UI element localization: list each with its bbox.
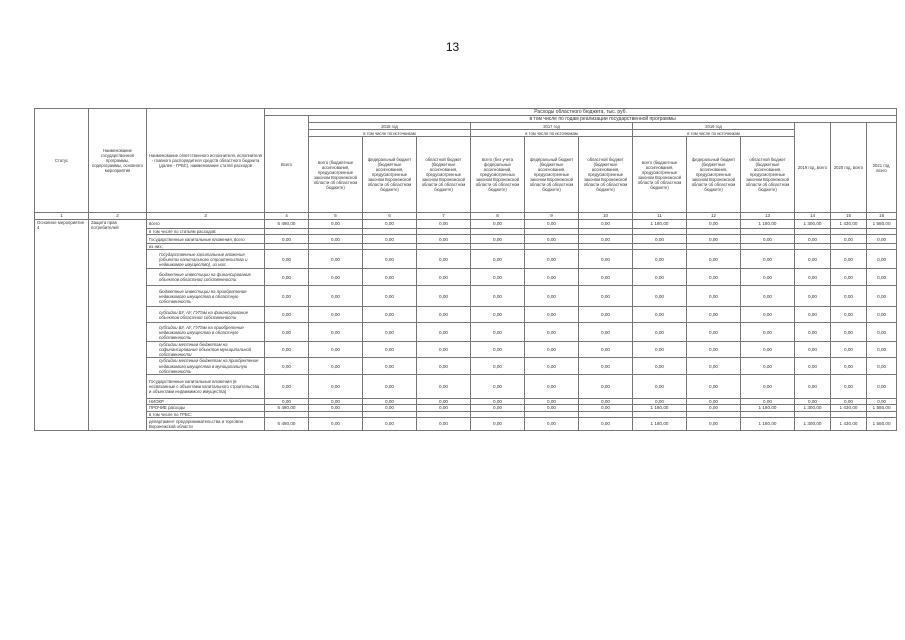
- value-cell-col-16: 1 580,00: [867, 220, 897, 229]
- value-cell-col-12: 0,00: [687, 323, 741, 342]
- value-cell-col-12: 0,00: [687, 398, 741, 404]
- column-index-1: 1: [35, 213, 89, 220]
- value-cell-col-16: 1 580,00: [867, 404, 897, 411]
- value-cell-col-16: 0,00: [867, 307, 897, 323]
- column-index-11: 11: [633, 213, 687, 220]
- value-cell-col-5: 0,00: [309, 417, 363, 430]
- header-by-years: в том числе по годам реализации государственной программы: [309, 116, 897, 123]
- table-body: [35, 220, 897, 431]
- value-cell-col-5: 0,00: [309, 323, 363, 342]
- value-cell-col-9: 0,00: [525, 220, 579, 229]
- value-cell-col-5: 0,00: [309, 286, 363, 307]
- header-col-2019: 2019 год, всего: [795, 123, 831, 213]
- value-cell-col-4: 0,00: [265, 374, 309, 398]
- table-row: [35, 404, 897, 411]
- value-cell-col-9: 0,00: [525, 269, 579, 286]
- value-cell-col-7: 0,00: [417, 342, 471, 358]
- value-cell-col-8: 0,00: [471, 323, 525, 342]
- value-cell-col-4: 0,00: [265, 286, 309, 307]
- value-cell-col-12: 0,00: [687, 417, 741, 430]
- value-cell-col-11: 0,00: [633, 235, 687, 244]
- value-cell-col-10: 0,00: [579, 220, 633, 229]
- value-cell-col-13: 1 180,00: [741, 404, 795, 411]
- value-cell-col-14: 1 300,00: [795, 220, 831, 229]
- value-cell-col-7: 0,00: [417, 374, 471, 398]
- value-cell-col-6: 0,00: [363, 358, 417, 374]
- value-cell-col-8: 0,00: [471, 250, 525, 269]
- row-label: в том числе по ГРБС:: [147, 411, 265, 417]
- value-cell-col-12: 0,00: [687, 250, 741, 269]
- header-year-2019: 2019 год: [633, 123, 795, 130]
- value-cell-col-7: 0,00: [417, 323, 471, 342]
- value-cell-col-11: 1 180,00: [633, 220, 687, 229]
- value-cell-col-15: 0,00: [831, 307, 867, 323]
- table-row: [35, 286, 897, 307]
- value-cell-col-10: 0,00: [579, 307, 633, 323]
- value-cell-col-12: 0,00: [687, 286, 741, 307]
- header-expenses: Расходы областного бюджета, тыс. руб.: [265, 109, 897, 116]
- row-label: бюджетные инвестиции на финансирование объектов областной собственности: [147, 269, 265, 286]
- value-cell-col-6: 0,00: [363, 307, 417, 323]
- value-cell-col-8: 0,00: [471, 358, 525, 374]
- value-cell-col-15: 0,00: [831, 250, 867, 269]
- value-cell-col-8: 0,00: [471, 398, 525, 404]
- value-cell-col-14: 1 300,00: [795, 404, 831, 411]
- header-col-regional-3: областной бюджет (бюджетные ассигнования, предусмотренные законом Воронежской области об областном бюджете): [741, 137, 795, 213]
- value-cell-col-12: 0,00: [687, 235, 741, 244]
- header-sources-2: в том числе по источникам: [471, 130, 633, 137]
- value-cell-col-7: 0,00: [417, 269, 471, 286]
- value-cell-col-12: 0,00: [687, 220, 741, 229]
- header-col-federal-3: федеральный бюджет (бюджетные ассигнования, предусмотренные законом Воронежской области об областном бюджете): [687, 137, 741, 213]
- header-year-2018: 2018 год: [309, 123, 471, 130]
- value-cell-col-11: 0,00: [633, 342, 687, 358]
- row-label: в том числе по статьям расходов:: [147, 229, 265, 235]
- value-cell-col-8: 0,00: [471, 269, 525, 286]
- header-col-federal-2: федеральный бюджет (бюджетные ассигнования, предусмотренные законом Воронежской области об областном бюджете): [525, 137, 579, 213]
- value-cell-col-10: 0,00: [579, 374, 633, 398]
- value-cell-col-13: 1 180,00: [741, 220, 795, 229]
- value-cell-col-9: 0,00: [525, 417, 579, 430]
- value-cell-col-4: 0,00: [265, 235, 309, 244]
- column-index-8: 8: [471, 213, 525, 220]
- header-col-total-1: всего (бюджетные ассигнования, предусмотренные законом Воронежской области об областном бюджете): [309, 137, 363, 213]
- column-index-12: 12: [687, 213, 741, 220]
- row-program: Защита прав потребителей: [89, 220, 147, 431]
- value-cell-col-9: 0,00: [525, 250, 579, 269]
- value-cell-col-16: 0,00: [867, 398, 897, 404]
- value-cell-col-7: 0,00: [417, 358, 471, 374]
- value-cell-col-4: 0,00: [265, 323, 309, 342]
- value-cell-col-5: 0,00: [309, 374, 363, 398]
- value-cell-col-10: 0,00: [579, 269, 633, 286]
- value-cell-col-13: 0,00: [741, 286, 795, 307]
- row-label: субсидии местным бюджетам на софинансирование объектов муниципальной собственности: [147, 342, 265, 358]
- header-program: Наименование государственной программы, подпрограммы, основного мероприятия: [89, 109, 147, 213]
- value-cell-col-7: 0,00: [417, 417, 471, 430]
- value-cell-col-11: 0,00: [633, 250, 687, 269]
- value-cell-col-14: 0,00: [795, 269, 831, 286]
- header-col-2020: 2020 год, всего: [831, 123, 867, 213]
- value-cell-col-15: 0,00: [831, 342, 867, 358]
- value-cell-col-8: 0,00: [471, 374, 525, 398]
- header-status: Статус: [35, 109, 89, 213]
- header-executor: Наименование ответственного исполнителя, исполнителя - главного распорядителя средств областного бюджета (далее - ГРБС), наименование статей расходов: [147, 109, 265, 213]
- value-cell-col-14: 0,00: [795, 342, 831, 358]
- row-label: всего: [147, 220, 265, 229]
- value-cell-col-15: 0,00: [831, 235, 867, 244]
- value-cell-col-16: 0,00: [867, 374, 897, 398]
- value-cell-col-5: 0,00: [309, 235, 363, 244]
- index-row: [35, 213, 897, 220]
- value-cell-col-14: 0,00: [795, 307, 831, 323]
- value-cell-col-4: 0,00: [265, 358, 309, 374]
- row-label: субсидии местным бюджетам на приобретение недвижимого имущества в муниципальную собственность: [147, 358, 265, 374]
- value-cell-col-14: 0,00: [795, 235, 831, 244]
- value-cell-col-6: 0,00: [363, 269, 417, 286]
- value-cell-col-9: 0,00: [525, 307, 579, 323]
- row-label: Государственные капитальные вложения (объекты капитального строительства и недвижимое имущество), из них:: [147, 250, 265, 269]
- value-cell-col-5: 0,00: [309, 220, 363, 229]
- column-index-5: 5: [309, 213, 363, 220]
- value-cell-col-5: 0,00: [309, 358, 363, 374]
- value-cell-col-14: 0,00: [795, 398, 831, 404]
- value-cell-col-6: 0,00: [363, 374, 417, 398]
- value-cell-col-10: 0,00: [579, 404, 633, 411]
- value-cell-col-13: 0,00: [741, 323, 795, 342]
- value-cell-col-4: 0,00: [265, 307, 309, 323]
- column-index-13: 13: [741, 213, 795, 220]
- value-cell-col-6: 0,00: [363, 220, 417, 229]
- value-cell-col-13: 0,00: [741, 358, 795, 374]
- header-col-regional-1: областной бюджет (бюджетные ассигнования, предусмотренные законом Воронежской области об областном бюджете): [417, 137, 471, 213]
- column-index-7: 7: [417, 213, 471, 220]
- value-cell-col-16: 0,00: [867, 235, 897, 244]
- header-total: Всего: [265, 116, 309, 213]
- value-cell-col-7: 0,00: [417, 220, 471, 229]
- value-cell-col-11: 0,00: [633, 269, 687, 286]
- value-cell-col-11: 0,00: [633, 374, 687, 398]
- value-cell-col-8: 0,00: [471, 417, 525, 430]
- value-cell-col-9: 0,00: [525, 286, 579, 307]
- value-cell-col-10: 0,00: [579, 398, 633, 404]
- value-cell-col-10: 0,00: [579, 286, 633, 307]
- page-number: 13: [445, 40, 460, 54]
- table-row: [35, 250, 897, 269]
- value-cell-col-10: 0,00: [579, 323, 633, 342]
- column-index-9: 9: [525, 213, 579, 220]
- row-label: субсидии БУ, АУ, ГУПам на финансирование объектов областной собственности: [147, 307, 265, 323]
- value-cell-col-12: 0,00: [687, 342, 741, 358]
- value-cell-col-7: 0,00: [417, 398, 471, 404]
- value-cell-col-8: 0,00: [471, 307, 525, 323]
- value-cell-col-8: 0,00: [471, 342, 525, 358]
- value-cell-col-13: 0,00: [741, 374, 795, 398]
- value-cell-col-7: 0,00: [417, 250, 471, 269]
- value-cell-col-8: 0,00: [471, 404, 525, 411]
- header-col-total-3: всего (бюджетные ассигнования, предусмотренные законом Воронежской области об областном бюджете): [633, 137, 687, 213]
- value-cell-col-6: 0,00: [363, 286, 417, 307]
- value-cell-col-5: 0,00: [309, 269, 363, 286]
- value-cell-col-10: 0,00: [579, 235, 633, 244]
- row-label: Государственные капитальные вложения, всего: [147, 235, 265, 244]
- header-year-2017: 2017 год: [471, 123, 633, 130]
- value-cell-col-11: 1 180,00: [633, 404, 687, 411]
- value-cell-col-5: 0,00: [309, 342, 363, 358]
- row-status: Основное мероприятие 4: [35, 220, 89, 431]
- header-sources-3: в том числе по источникам: [633, 130, 795, 137]
- value-cell-col-5: 0,00: [309, 398, 363, 404]
- column-index-6: 6: [363, 213, 417, 220]
- value-cell-col-15: 0,00: [831, 286, 867, 307]
- column-index-15: 15: [831, 213, 867, 220]
- value-cell-col-10: 0,00: [579, 250, 633, 269]
- value-cell-col-10: 0,00: [579, 342, 633, 358]
- value-cell-col-11: 0,00: [633, 323, 687, 342]
- value-cell-col-10: 0,00: [579, 358, 633, 374]
- header-col-total-2: всего (без учета федеральных ассигнований, предусмотренных законом Воронежской области об областном бюджете): [471, 137, 525, 213]
- value-cell-col-13: 0,00: [741, 307, 795, 323]
- value-cell-col-7: 0,00: [417, 307, 471, 323]
- value-cell-col-16: 0,00: [867, 358, 897, 374]
- value-cell-col-4: 5 490,00: [265, 220, 309, 229]
- value-cell-col-11: 1 180,00: [633, 417, 687, 430]
- value-cell-col-7: 0,00: [417, 404, 471, 411]
- value-cell-col-15: 0,00: [831, 269, 867, 286]
- header-sources-1: в том числе по источникам: [309, 130, 471, 137]
- value-cell-col-15: 0,00: [831, 358, 867, 374]
- value-cell-col-6: 0,00: [363, 417, 417, 430]
- value-cell-col-10: 0,00: [579, 417, 633, 430]
- value-cell-col-14: 0,00: [795, 250, 831, 269]
- value-cell-col-7: 0,00: [417, 286, 471, 307]
- value-cell-col-11: 0,00: [633, 307, 687, 323]
- value-cell-col-16: 0,00: [867, 286, 897, 307]
- table-row: [35, 374, 897, 398]
- column-index-16: 16: [867, 213, 897, 220]
- value-cell-col-15: 0,00: [831, 398, 867, 404]
- value-cell-col-4: 5 490,00: [265, 404, 309, 411]
- value-cell-col-6: 0,00: [363, 250, 417, 269]
- value-cell-col-12: 0,00: [687, 374, 741, 398]
- value-cell-col-6: 0,00: [363, 342, 417, 358]
- value-cell-col-16: 0,00: [867, 269, 897, 286]
- value-cell-col-12: 0,00: [687, 404, 741, 411]
- value-cell-col-16: 1 580,00: [867, 417, 897, 430]
- value-cell-col-8: 0,00: [471, 220, 525, 229]
- value-cell-col-4: 0,00: [265, 342, 309, 358]
- row-label: департамент предпринимательства и торговли Воронежской области: [147, 417, 265, 430]
- value-cell-col-4: 0,00: [265, 398, 309, 404]
- header-col-federal-1: федеральный бюджет (бюджетные ассигнования, предусмотренные законом Воронежской области об областном бюджете): [363, 137, 417, 213]
- value-cell-col-4: 0,00: [265, 250, 309, 269]
- row-label: субсидии БУ, АУ, ГУПам на приобретение недвижимого имущества в областную собственность: [147, 323, 265, 342]
- table-row: [35, 342, 897, 358]
- row-label: бюджетные инвестиции на приобретение недвижимого имущества в областную собственность: [147, 286, 265, 307]
- value-cell-col-14: 0,00: [795, 358, 831, 374]
- column-index-10: 10: [579, 213, 633, 220]
- value-cell-col-13: 0,00: [741, 342, 795, 358]
- value-cell-col-5: 0,00: [309, 250, 363, 269]
- value-cell-col-16: 0,00: [867, 250, 897, 269]
- value-cell-col-9: 0,00: [525, 374, 579, 398]
- value-cell-col-6: 0,00: [363, 398, 417, 404]
- value-cell-col-15: 1 430,00: [831, 417, 867, 430]
- column-index-4: 4: [265, 213, 309, 220]
- value-cell-col-15: 1 430,00: [831, 404, 867, 411]
- table-row: [35, 269, 897, 286]
- column-index-14: 14: [795, 213, 831, 220]
- header-col-regional-2: областной бюджет (бюджетные ассигнования, предусмотренные законом Воронежской области об областном бюджете): [579, 137, 633, 213]
- value-cell-col-13: 0,00: [741, 398, 795, 404]
- value-cell-col-13: 1 180,00: [741, 417, 795, 430]
- value-cell-col-14: 0,00: [795, 374, 831, 398]
- value-cell-col-9: 0,00: [525, 358, 579, 374]
- value-cell-col-15: 1 430,00: [831, 220, 867, 229]
- value-cell-col-5: 0,00: [309, 307, 363, 323]
- value-cell-col-6: 0,00: [363, 235, 417, 244]
- value-cell-col-8: 0,00: [471, 286, 525, 307]
- table-header: [35, 109, 897, 220]
- value-cell-col-12: 0,00: [687, 307, 741, 323]
- table-row: [35, 417, 897, 430]
- table-row: [35, 235, 897, 244]
- column-index-3: 3: [147, 213, 265, 220]
- value-cell-col-9: 0,00: [525, 398, 579, 404]
- value-cell-col-14: 1 300,00: [795, 417, 831, 430]
- value-cell-col-12: 0,00: [687, 358, 741, 374]
- value-cell-col-13: 0,00: [741, 235, 795, 244]
- value-cell-col-9: 0,00: [525, 404, 579, 411]
- value-cell-col-13: 0,00: [741, 250, 795, 269]
- value-cell-col-8: 0,00: [471, 235, 525, 244]
- budget-table: [34, 108, 897, 431]
- value-cell-col-14: 0,00: [795, 323, 831, 342]
- value-cell-col-6: 0,00: [363, 404, 417, 411]
- row-label: НИОКР: [147, 398, 265, 404]
- value-cell-col-12: 0,00: [687, 269, 741, 286]
- value-cell-col-11: 0,00: [633, 358, 687, 374]
- row-label: ПРОЧИЕ расходы: [147, 404, 265, 411]
- value-cell-col-16: 0,00: [867, 342, 897, 358]
- value-cell-col-16: 0,00: [867, 323, 897, 342]
- table-row: [35, 220, 897, 229]
- row-label: Государственные капитальные вложения (в несвязанные с объектами капитального строительства и объектами недвижимого имущества): [147, 374, 265, 398]
- value-cell-col-15: 0,00: [831, 374, 867, 398]
- value-cell-col-13: 0,00: [741, 269, 795, 286]
- value-cell-col-11: 0,00: [633, 398, 687, 404]
- column-index-2: 2: [89, 213, 147, 220]
- value-cell-col-6: 0,00: [363, 323, 417, 342]
- value-cell-col-9: 0,00: [525, 235, 579, 244]
- value-cell-col-9: 0,00: [525, 342, 579, 358]
- value-cell-col-11: 0,00: [633, 286, 687, 307]
- value-cell-col-14: 0,00: [795, 286, 831, 307]
- value-cell-col-4: 5 490,00: [265, 417, 309, 430]
- header-col-2021: 2021 год, всего: [867, 123, 897, 213]
- table-row: [35, 323, 897, 342]
- value-cell-col-5: 0,00: [309, 404, 363, 411]
- table-row: [35, 358, 897, 374]
- value-cell-col-9: 0,00: [525, 323, 579, 342]
- table-row: [35, 307, 897, 323]
- row-label: из них:: [147, 244, 265, 250]
- value-cell-col-7: 0,00: [417, 235, 471, 244]
- value-cell-col-15: 0,00: [831, 323, 867, 342]
- value-cell-col-4: 0,00: [265, 269, 309, 286]
